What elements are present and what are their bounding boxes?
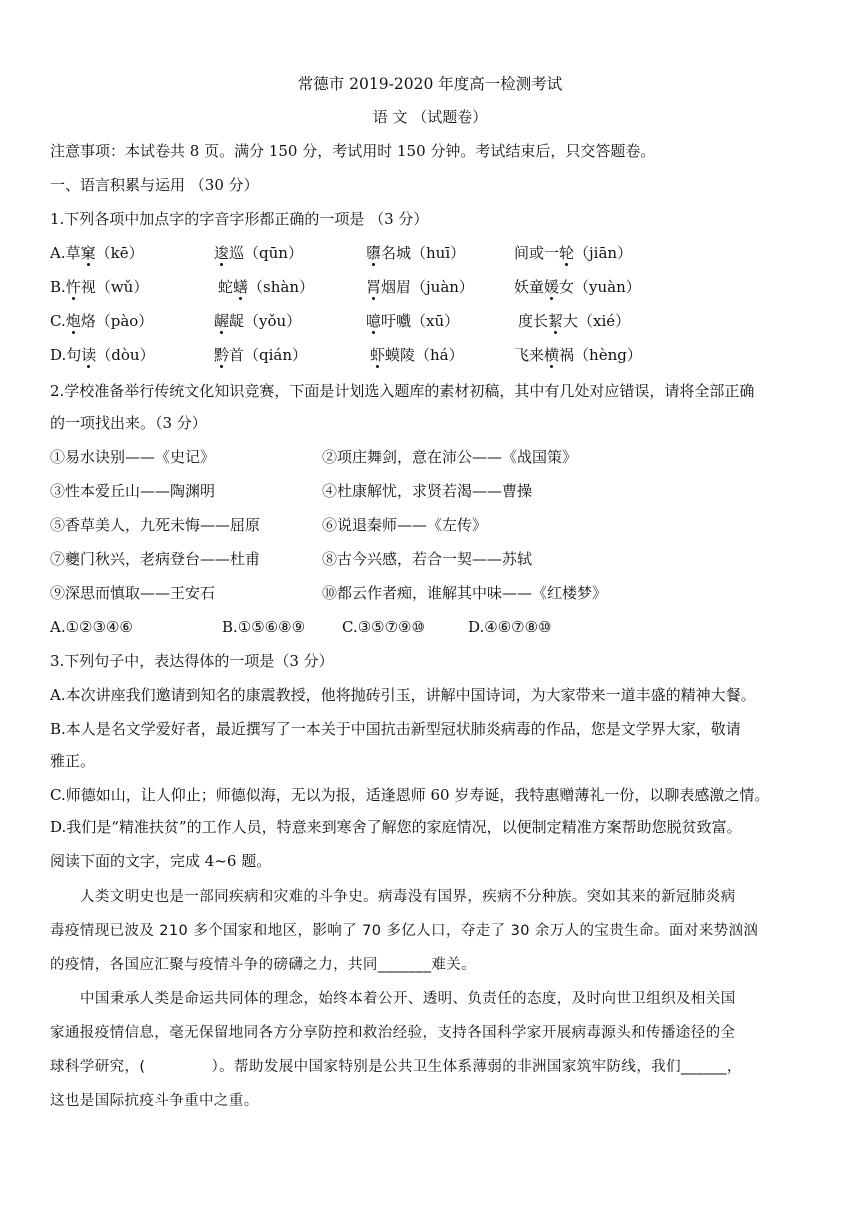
q2-option-a: A.①②③④⑥: [50, 618, 133, 636]
dotted-char: 轮: [559, 244, 575, 262]
q2-item: ⑤香草美人，九死未悔——屈原: [50, 516, 261, 534]
dotted-char: 蟮: [233, 278, 249, 296]
q1-text: （shàn）: [248, 278, 314, 296]
passage-p1-line-2: 毒疫情现已波及 210 多个国家和地区，影响了 70 多亿人口，夺走了 30 余万人的宝贵生命。面对来势汹汹: [50, 923, 759, 939]
fill-blank: ______，: [681, 1059, 742, 1075]
exam-title: 常德市 2019-2020 年度高一检测考试: [297, 75, 563, 93]
q2-item: ③性本爱丘山——陶渊明: [50, 482, 216, 500]
q1-text: 视（wǔ）: [80, 278, 149, 296]
dotted-char: 隳: [366, 244, 382, 262]
passage-p2-line-2: 家通报疫情信息，毫无保留地同各方分享防控和救治经验，支持各国科学家开展病毒源头和传播途径的全: [50, 1025, 736, 1041]
dotted-char: 媛: [544, 278, 560, 296]
dotted-char: 龌: [214, 312, 230, 330]
q2-item: ①易水诀别——《史记》: [50, 448, 216, 466]
q1-text: （jiān）: [574, 244, 633, 262]
q1-a-item-4: [514, 243, 632, 263]
q1-b-item-1: [50, 277, 148, 297]
q3-option-c: C.师德如山，让人仰止；师德似海，无以为报，适逢恩师 60 岁寿诞，我特惠赠薄礼一份，以聊表感激之情。: [50, 786, 770, 804]
passage-p1-line-3: [50, 955, 476, 975]
q1-stem: 1.下列各项中加点字的字音字形都正确的一项是 （3 分）: [50, 210, 429, 228]
q2-item: ⑥说退秦师——《左传》: [322, 516, 488, 534]
q2-stem-line-1: 2.学校准备举行传统文化知识竞赛，下面是计划选入题库的素材初稿，其中有几处对应错误，请将全部正确: [50, 382, 755, 400]
q1-text: 大（xié）: [563, 312, 631, 330]
q1-text: 巡（qūn）: [229, 244, 303, 262]
q2-option-d: D.④⑥⑦⑧⑩: [468, 618, 552, 636]
q1-text: B.: [50, 278, 66, 296]
q1-a-item-3: [366, 243, 465, 263]
q1-d-item-2: [214, 345, 307, 365]
q1-text: 度长: [518, 312, 549, 330]
dotted-char: 读: [81, 346, 97, 364]
reading-intro: 阅读下面的文字，完成 4~6 题。: [50, 852, 272, 870]
passage-text: ）。帮助发展中国家特别是公共卫生体系薄弱的非洲国家筑牢防线，我们: [211, 1059, 682, 1075]
q1-text: D.句: [50, 346, 82, 364]
q1-text: 烙（pào）: [80, 312, 154, 330]
q3-stem: 3.下列句子中，表达得体的一项是（3 分）: [50, 652, 334, 670]
passage-text: 的疫情，各国应汇聚与疫情斗争的磅礴之力，共同: [50, 957, 378, 973]
q2-item: ⑦夔门秋兴，老病登台——杜甫: [50, 550, 261, 568]
passage-text: 难关。: [431, 957, 477, 973]
q2-item: ⑧古今兴感，若合一契——苏轼: [322, 550, 533, 568]
q1-text: 祸（hèng）: [559, 346, 642, 364]
q1-b-item-3: [366, 277, 474, 297]
dotted-char: 横: [544, 346, 560, 364]
q1-text: 女（yuàn）: [559, 278, 641, 296]
q1-text: A.草: [50, 244, 81, 262]
dotted-char: 炮: [65, 312, 81, 330]
dotted-char: 噫: [366, 312, 382, 330]
dotted-char: 逡: [214, 244, 230, 262]
passage-text: 球科学研究，(: [50, 1059, 146, 1075]
dotted-char: 虾: [370, 346, 386, 364]
q1-b-item-4: [514, 277, 641, 297]
passage-p2-line-3: [50, 1057, 742, 1077]
q1-c-item-2: [214, 311, 301, 331]
passage-p2-line-1: 中国秉承人类是命运共同体的理念，始终本着公开、透明、负责任的态度，及时向世卫组织及相关国: [80, 991, 736, 1007]
notice: 注意事项：本试卷共 8 页。满分 150 分，考试用时 150 分钟。考试结束后，只交答题卷。: [50, 142, 656, 160]
q2-item: ⑩都云作者痴，谁解其中味——《红楼梦》: [322, 584, 608, 602]
q1-text: 名城（huī）: [381, 244, 466, 262]
q1-text: （kē）: [95, 244, 144, 262]
q1-d-item-1: [50, 345, 155, 365]
exam-subtitle: 语 文 （试题卷）: [372, 108, 488, 126]
q2-item: ④杜康解忧，求贤若渴——曹操: [322, 482, 533, 500]
q1-c-item-3: [366, 311, 459, 331]
q2-option-b: B.①⑤⑥⑧⑨: [222, 618, 306, 636]
q3-option-b-line-1: B.本人是名文学爱好者，最近撰写了一本关于中国抗击新型冠状肺炎病毒的作品，您是文学界大家，敬请: [50, 720, 741, 738]
dotted-char: 窠: [80, 244, 96, 262]
q2-item: ⑨深思而慎取——王安石: [50, 584, 216, 602]
q1-a-item-1: [50, 243, 144, 263]
q1-text: 间或一: [514, 244, 560, 262]
q1-text: 龊（yǒu）: [229, 312, 302, 330]
q1-text: 蛇: [218, 278, 234, 296]
q3-option-d: D.我们是“精准扶贫”的工作人员，特意来到寒舍了解您的家庭情况，以便制定精准方案帮助您脱贫致富。: [50, 818, 742, 836]
q1-c-item-4: [518, 311, 630, 331]
q1-text: （dòu）: [96, 346, 155, 364]
q1-c-item-1: [50, 311, 153, 331]
q1-d-item-3: [370, 345, 464, 365]
q1-text: 首（qián）: [229, 346, 308, 364]
dotted-char: 絜: [548, 312, 564, 330]
q3-option-a: A.本次讲座我们邀请到知名的康震教授，他将抛砖引玉，讲解中国诗词，为大家带来一道丰盛的精神大餐。: [50, 686, 756, 704]
q1-text: 蟆陵（há）: [385, 346, 464, 364]
q3-option-b-line-2: 雅正。: [50, 752, 96, 770]
q2-item: ②项庄舞剑，意在沛公——《战国策》: [322, 448, 578, 466]
dotted-char: 黔: [214, 346, 230, 364]
q1-text: 吁嚱（xū）: [381, 312, 460, 330]
q1-d-item-4: [514, 345, 642, 365]
q1-text: 烟眉（juàn）: [381, 278, 474, 296]
q1-text: C.: [50, 312, 66, 330]
q2-stem-line-2: 的一项找出来。（3 分）: [50, 414, 207, 432]
q1-b-item-2: [218, 277, 314, 297]
section1-title: 一、语言积累与运用 （30 分）: [50, 176, 259, 194]
fill-blank: _______: [377, 957, 432, 973]
q1-text: 飞来: [514, 346, 545, 364]
q2-option-c: C.③⑤⑦⑨⑩: [342, 618, 425, 636]
passage-p2-line-4: 这也是国际抗疫斗争重中之重。: [50, 1093, 259, 1109]
dotted-char: 罥: [366, 278, 382, 296]
dotted-char: 忤: [65, 278, 81, 296]
q1-a-item-2: [214, 243, 303, 263]
passage-p1-line-1: 人类文明史也是一部同疾病和灾难的斗争史。病毒没有国界，疾病不分种族。突如其来的新冠肺炎病: [80, 889, 736, 905]
q1-text: 妖童: [514, 278, 545, 296]
